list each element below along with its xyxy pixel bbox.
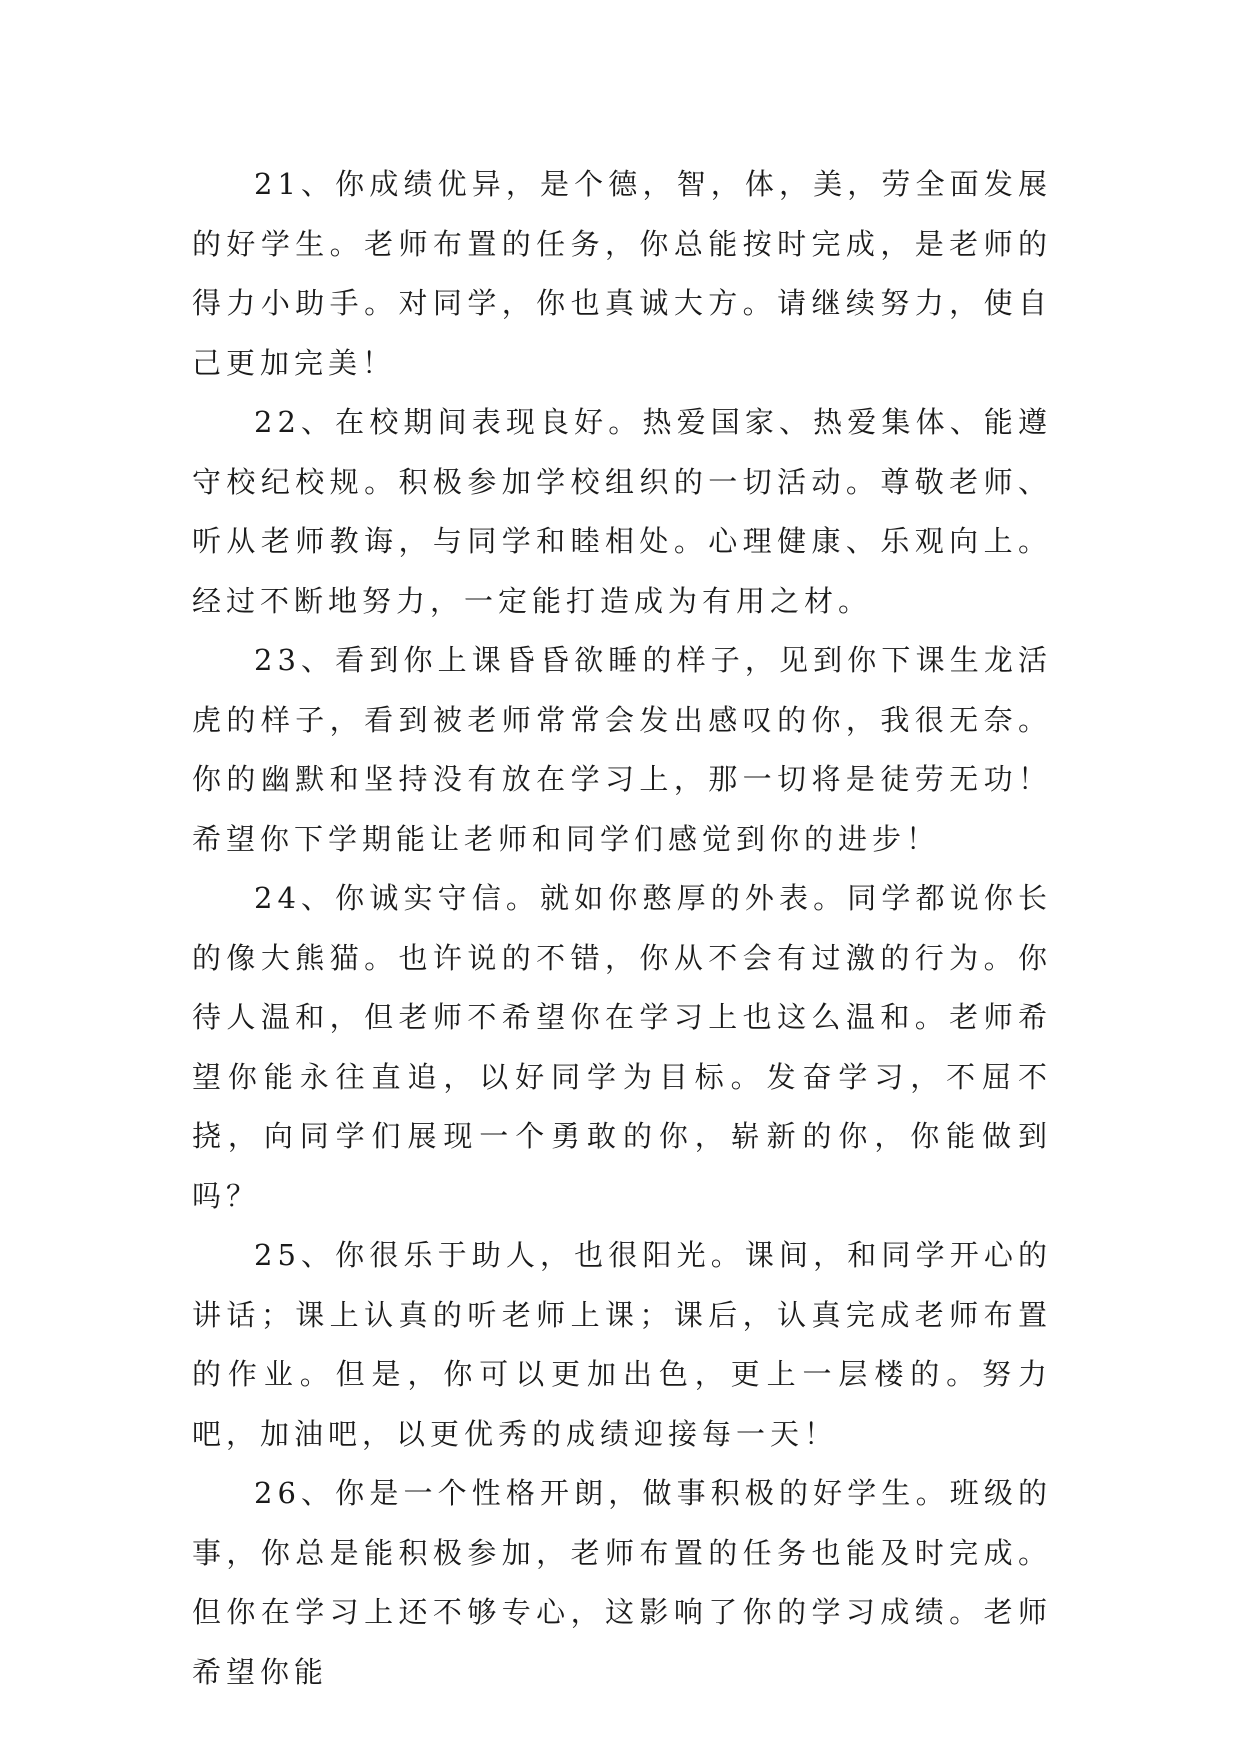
comment-paragraph-23: 23、看到你上课昏昏欲睡的样子，见到你下课生龙活虎的样子，看到被老师常常会发出感叹的你，我很无奈。你的幽默和坚持没有放在学习上，那一切将是徒劳无功！希望你下学期能让老师和同学们感觉到你的进步！ bbox=[192, 643, 1052, 856]
document-body bbox=[192, 155, 1052, 1702]
comment-paragraph-22: 22、在校期间表现良好。热爱国家、热爱集体、能遵守校纪校规。积极参加学校组织的一切活动。尊敬老师、听从老师教诲，与同学和睦相处。心理健康、乐观向上。经过不断地努力，一定能打造成为有用之材。 bbox=[192, 405, 1052, 618]
comment-paragraph-21: 21、你成绩优异，是个德，智，体，美，劳全面发展的好学生。老师布置的任务，你总能按时完成，是老师的得力小助手。对同学，你也真诚大方。请继续努力，使自己更加完美！ bbox=[192, 167, 1052, 380]
comment-paragraph-26: 26、你是一个性格开朗，做事积极的好学生。班级的事，你总是能积极参加，老师布置的任务也能及时完成。但你在学习上还不够专心，这影响了你的学习成绩。老师希望你能 bbox=[192, 1476, 1052, 1689]
comment-paragraph-25: 25、你很乐于助人，也很阳光。课间，和同学开心的讲话；课上认真的听老师上课；课后，认真完成老师布置的作业。但是，你可以更加出色，更上一层楼的。努力吧，加油吧，以更优秀的成绩迎接每一天！ bbox=[192, 1238, 1052, 1451]
comment-paragraph-24: 24、你诚实守信。就如你憨厚的外表。同学都说你长的像大熊猫。也许说的不错，你从不会有过激的行为。你待人温和，但老师不希望你在学习上也这么温和。老师希望你能永往直追，以好同学为目标。发奋学习，不屈不挠，向同学们展现一个勇敢的你，崭新的你，你能做到吗？ bbox=[192, 881, 1052, 1213]
